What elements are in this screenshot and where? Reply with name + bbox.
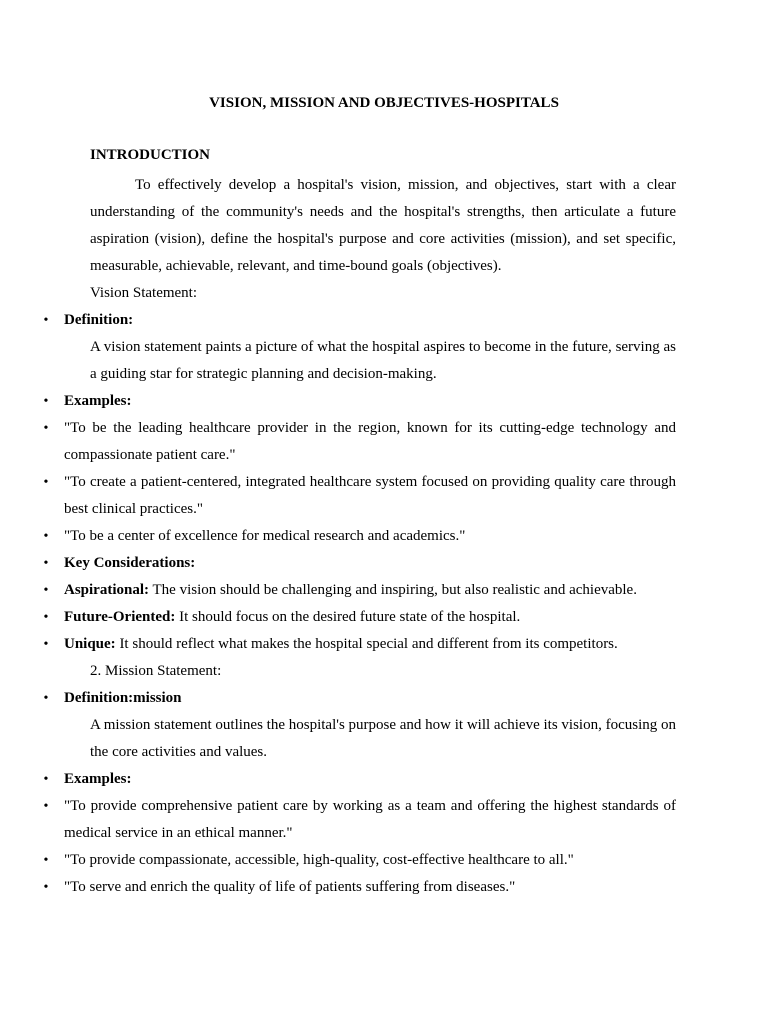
list-item (43, 874, 676, 901)
consideration-separator: : (170, 609, 176, 625)
list-item (43, 523, 676, 550)
mission-examples-label: Examples: (64, 771, 132, 787)
consideration-term: Future-Oriented (64, 609, 171, 625)
key-considerations-label: Key Considerations: (64, 555, 196, 571)
document-body (0, 145, 768, 901)
consideration-term: Unique: (64, 636, 116, 652)
list-item (43, 388, 676, 415)
vision-definition-label: Definition: (64, 312, 134, 328)
list-item (43, 550, 676, 577)
mission-example-text: "To serve and enrich the quality of life of patients suffering from diseases." (64, 879, 516, 895)
bullet-icon: • (43, 556, 49, 571)
consideration-text: It should reflect what makes the hospital special and different from its competitors. (115, 636, 618, 652)
list-item (43, 307, 676, 334)
vision-examples-label: Examples: (64, 393, 132, 409)
vision-example-text: "To create a patient-centered, integrated healthcare system focused on providing quality care through best clinical practices." (64, 474, 676, 517)
introduction-heading: INTRODUCTION (90, 147, 211, 163)
mission-definition-text: A mission statement outlines the hospital's purpose and how it will achieve its vision, focusing on the core activities and values. (90, 717, 676, 760)
bullet-icon: • (43, 475, 49, 490)
bullet-icon: • (43, 799, 49, 814)
consideration-text: The vision should be challenging and inspiring, but also realistic and achievable. (149, 582, 637, 598)
mission-definition-list (0, 685, 768, 712)
mission-example-text: "To provide compassionate, accessible, high-quality, cost-effective healthcare to all." (64, 852, 574, 868)
list-item (43, 631, 676, 658)
bullet-icon: • (43, 529, 49, 544)
bullet-icon: • (43, 772, 49, 787)
list-item (43, 469, 676, 523)
bullet-icon: • (43, 637, 49, 652)
bullet-icon: • (43, 394, 49, 409)
list-item (43, 847, 676, 874)
list-item (43, 766, 676, 793)
list-item (43, 685, 676, 712)
bullet-icon: • (43, 880, 49, 895)
list-item (43, 415, 676, 469)
consideration-text: It should focus on the desired future state of the hospital. (175, 609, 521, 625)
document-title: VISION, MISSION AND OBJECTIVES-HOSPITALS (209, 95, 559, 111)
bullet-icon: • (43, 853, 49, 868)
bullet-icon: • (43, 691, 49, 706)
vision-bullets (0, 388, 768, 658)
bullet-icon: • (43, 610, 49, 625)
mission-definition-label: Definition:mission (64, 690, 182, 706)
bullet-icon: • (43, 313, 49, 328)
vision-definition-text: A vision statement paints a picture of what the hospital aspires to become in the future, serving as a guiding star for strategic planning and decision-making. (90, 339, 676, 382)
vision-example-text: "To be a center of excellence for medical research and academics." (64, 528, 466, 544)
mission-example-text: "To provide comprehensive patient care by working as a team and offering the highest standards of medical service in an ethical manner." (64, 798, 676, 841)
list-item (43, 793, 676, 847)
bullet-icon: • (43, 421, 49, 436)
list-item (43, 577, 676, 604)
list-item (43, 604, 676, 631)
bullet-icon: • (43, 583, 49, 598)
consideration-term: Aspirational (64, 582, 145, 598)
consideration-separator: : (144, 582, 150, 598)
vision-statement-heading: Vision Statement: (90, 285, 198, 301)
mission-bullets (0, 766, 768, 901)
mission-statement-heading: 2. Mission Statement: (90, 663, 222, 679)
introduction-paragraph: To effectively develop a hospital's vision, mission, and objectives, start with a clear understanding of the community's needs and the hospital's strengths, then articulate a future aspiration (vision), define the hospital's purpose and core activities (mission), and set specific, measurable, achievable, relevant, and time-bound goals (objectives). (90, 177, 676, 274)
vision-definition-list (0, 307, 768, 334)
vision-example-text: "To be the leading healthcare provider in the region, known for its cutting-edge technology and compassionate patient care." (64, 420, 676, 463)
